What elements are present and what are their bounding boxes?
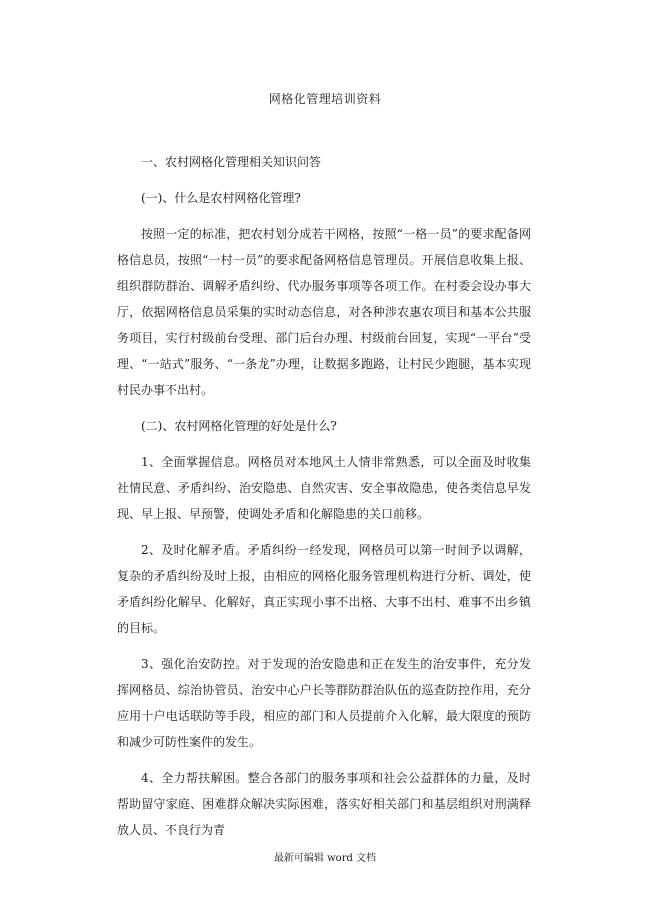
section-heading: 一、农村网格化管理相关知识问答 [141, 155, 322, 169]
question-1: (一)、什么是农村网格化管理? [141, 191, 301, 205]
point-paragraph: 4、全力帮扶解困。整合各部门的服务事项和社会公益群体的力量，及时帮助留守家庭、困难群众解决实际困难，落实好相关部门和基层组织对刑满释放人员、不良行为青 [117, 771, 531, 837]
document-body [117, 149, 531, 853]
document-title: 网格化管理培训资料 [268, 92, 382, 106]
answer-1-paragraph: 按照一定的标准，把农村划分成若干网格，按照“一格一员”的要求配备网格信息员，按照“一村一员”的要求配备网格信息管理员。开展信息收集上报、组织群防群治、调解矛盾纠纷、代办服务事项等各项工作。在村委会设办事大厅，依据网格信息员采集的实时动态信息，对各种涉农惠农项目和基本公共服务项目，实行村级前台受理、部门后台办理、村级前台回复，实现“一平台”受理、“一站式”服务、“一条龙”办理，让数据多跑路，让村民少跑腿，基本实现村民办事不出村。 [117, 227, 531, 397]
point-paragraph: 2、及时化解矛盾。矛盾纠纷一经发现，网格员可以第一时间予以调解，复杂的矛盾纠纷及时上报，由相应的网格化服务管理机构进行分析、调处，使矛盾纠纷化解早、化解好，真正实现小事不出格、大事不出村、难事不出乡镇的目标。 [117, 543, 531, 635]
point-paragraph: 1、全面掌握信息。网格员对本地风土人情非常熟悉，可以全面及时收集社情民意、矛盾纠纷、治安隐患、自然灾害、安全事故隐患，使各类信息早发现、早上报、早预警，使调处矛盾和化解隐患的关口前移。 [117, 455, 531, 521]
point-paragraph: 3、强化治安防控。对于发现的治安隐患和正在发生的治安事件，充分发挥网格员、综治协管员、治安中心户长等群防群治队伍的巡查防控作用，充分应用十户电话联防等手段，相应的部门和人员提前介入化解，最大限度的预防和减少可防性案件的发生。 [117, 657, 531, 749]
page-footer: 最新可编辑 word 文档 [273, 853, 377, 864]
question-2: (二)、农村网格化管理的好处是什么? [141, 419, 337, 433]
